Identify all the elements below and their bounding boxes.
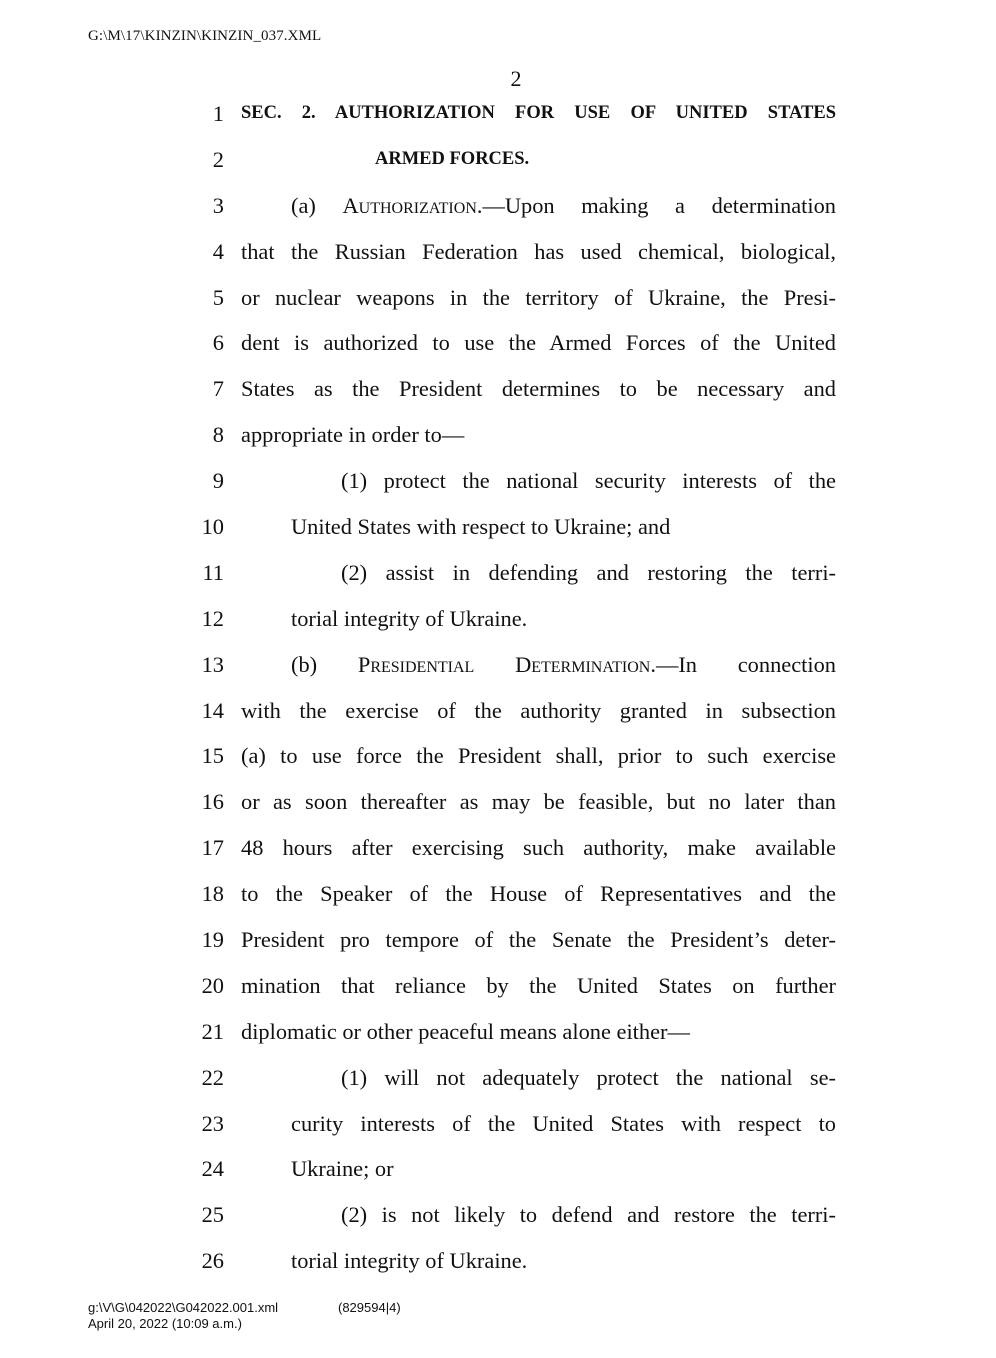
- line-text: States as the President determines to be necessary and: [241, 376, 836, 402]
- subsection-heading-suffix: .—Upon making a determination: [476, 192, 836, 218]
- paragraph-text: (2) is not likely to defend and restore the terri-: [341, 1202, 836, 1228]
- bill-line: [0, 733, 996, 779]
- subsection-b-heading: [241, 642, 836, 688]
- line-number: 3: [212, 192, 224, 218]
- header-file-path: G:\M\17\KINZIN\KINZIN_037.XML: [88, 28, 322, 44]
- bill-line: [0, 1101, 996, 1147]
- line-text: or nuclear weapons in the territory of Ukraine, the Presi-: [241, 284, 836, 310]
- bill-line: [0, 229, 996, 275]
- bill-line: [0, 183, 996, 229]
- subsection-label: (a): [291, 192, 343, 218]
- bill-line: [0, 963, 996, 1009]
- bill-line: [0, 642, 996, 688]
- line-number: 22: [201, 1064, 224, 1090]
- bill-line: [0, 320, 996, 366]
- line-text: dent is authorized to use the Armed Forces of the United: [241, 330, 836, 356]
- line-number: 18: [201, 881, 224, 907]
- line-text: diplomatic or other peaceful means alone either—: [241, 1018, 690, 1044]
- line-number: 17: [201, 835, 224, 861]
- subsection-label: (b): [291, 651, 358, 677]
- paragraph-text: United States with respect to Ukraine; and: [291, 514, 671, 540]
- paragraph-text: (1) protect the national security interests of the: [341, 468, 836, 494]
- subsection-heading-text: Authorization: [342, 192, 477, 218]
- bill-line: [0, 917, 996, 963]
- paragraph-text: Ukraine; or: [291, 1156, 394, 1182]
- bill-line: [0, 1146, 996, 1192]
- line-text: 48 hours after exercising such authority, make available: [241, 835, 836, 861]
- line-number: 7: [212, 376, 224, 402]
- line-number: 6: [212, 330, 224, 356]
- line-number: 5: [212, 284, 224, 310]
- line-text: or as soon thereafter as may be feasible, but no later than: [241, 789, 836, 815]
- line-text: that the Russian Federation has used chemical, biological,: [241, 238, 836, 264]
- paragraph-text: curity interests of the United States with respect to: [291, 1110, 836, 1136]
- bill-line: [0, 137, 996, 183]
- subsection-a-heading: [241, 183, 836, 229]
- line-number: 8: [212, 422, 224, 448]
- bill-line: [0, 458, 996, 504]
- bill-line: [0, 1009, 996, 1055]
- page-number: 2: [510, 66, 522, 91]
- subsection-heading-suffix: .—In connection: [650, 651, 836, 677]
- bill-line: [0, 1192, 996, 1238]
- bill-line: [0, 1055, 996, 1101]
- line-text: President pro tempore of the Senate the President’s deter-: [241, 927, 836, 953]
- line-number: 15: [201, 743, 224, 769]
- line-number: 19: [201, 927, 224, 953]
- footer-timestamp: April 20, 2022 (10:09 a.m.): [88, 1316, 242, 1331]
- line-text: appropriate in order to—: [241, 422, 465, 448]
- bill-line: [0, 1238, 996, 1284]
- line-number: 2: [212, 146, 224, 172]
- bill-line: [0, 871, 996, 917]
- paragraph-text: torial integrity of Ukraine.: [291, 1248, 528, 1274]
- bill-line: [0, 779, 996, 825]
- line-number: 24: [201, 1156, 224, 1182]
- line-number: 1: [212, 101, 224, 126]
- bill-line: [0, 412, 996, 458]
- bill-line: [0, 596, 996, 642]
- paragraph-text: torial integrity of Ukraine.: [291, 605, 528, 631]
- bill-line: [0, 275, 996, 321]
- line-number: 26: [201, 1248, 224, 1274]
- line-text: with the exercise of the authority granted in subsection: [241, 697, 836, 723]
- line-number: 16: [201, 789, 224, 815]
- bill-line: [0, 688, 996, 734]
- bill-text-body: [0, 91, 996, 1284]
- line-text: to the Speaker of the House of Representatives and the: [241, 881, 836, 907]
- line-number: 9: [212, 468, 224, 494]
- bill-line: [0, 91, 996, 137]
- section-heading-continued: ARMED FORCES.: [375, 148, 530, 169]
- bill-line: [0, 825, 996, 871]
- line-number: 25: [201, 1202, 224, 1228]
- line-number: 13: [201, 651, 224, 677]
- line-number: 21: [201, 1018, 224, 1044]
- footer-file-path: g:\V\G\042022\G042022.001.xml: [88, 1300, 279, 1315]
- footer-code: (829594|4): [338, 1300, 401, 1315]
- line-number: 20: [201, 972, 224, 998]
- line-number: 12: [201, 605, 224, 631]
- line-number: 14: [201, 697, 224, 723]
- paragraph-text: (1) will not adequately protect the national se-: [341, 1064, 836, 1090]
- line-number: 10: [201, 514, 224, 540]
- line-number: 11: [202, 559, 224, 585]
- line-text: mination that reliance by the United States on further: [241, 972, 836, 998]
- line-number: 23: [201, 1110, 224, 1136]
- bill-line: [0, 504, 996, 550]
- subsection-heading-text: Presidential Determination: [357, 651, 651, 677]
- section-heading: SEC. 2. AUTHORIZATION FOR USE OF UNITED STATES: [241, 103, 836, 123]
- line-number: 4: [212, 238, 224, 264]
- line-text: (a) to use force the President shall, prior to such exercise: [241, 743, 836, 769]
- document-footer: [88, 1300, 401, 1332]
- bill-line: [0, 366, 996, 412]
- paragraph-text: (2) assist in defending and restoring the terri-: [341, 559, 836, 585]
- bill-line: [0, 550, 996, 596]
